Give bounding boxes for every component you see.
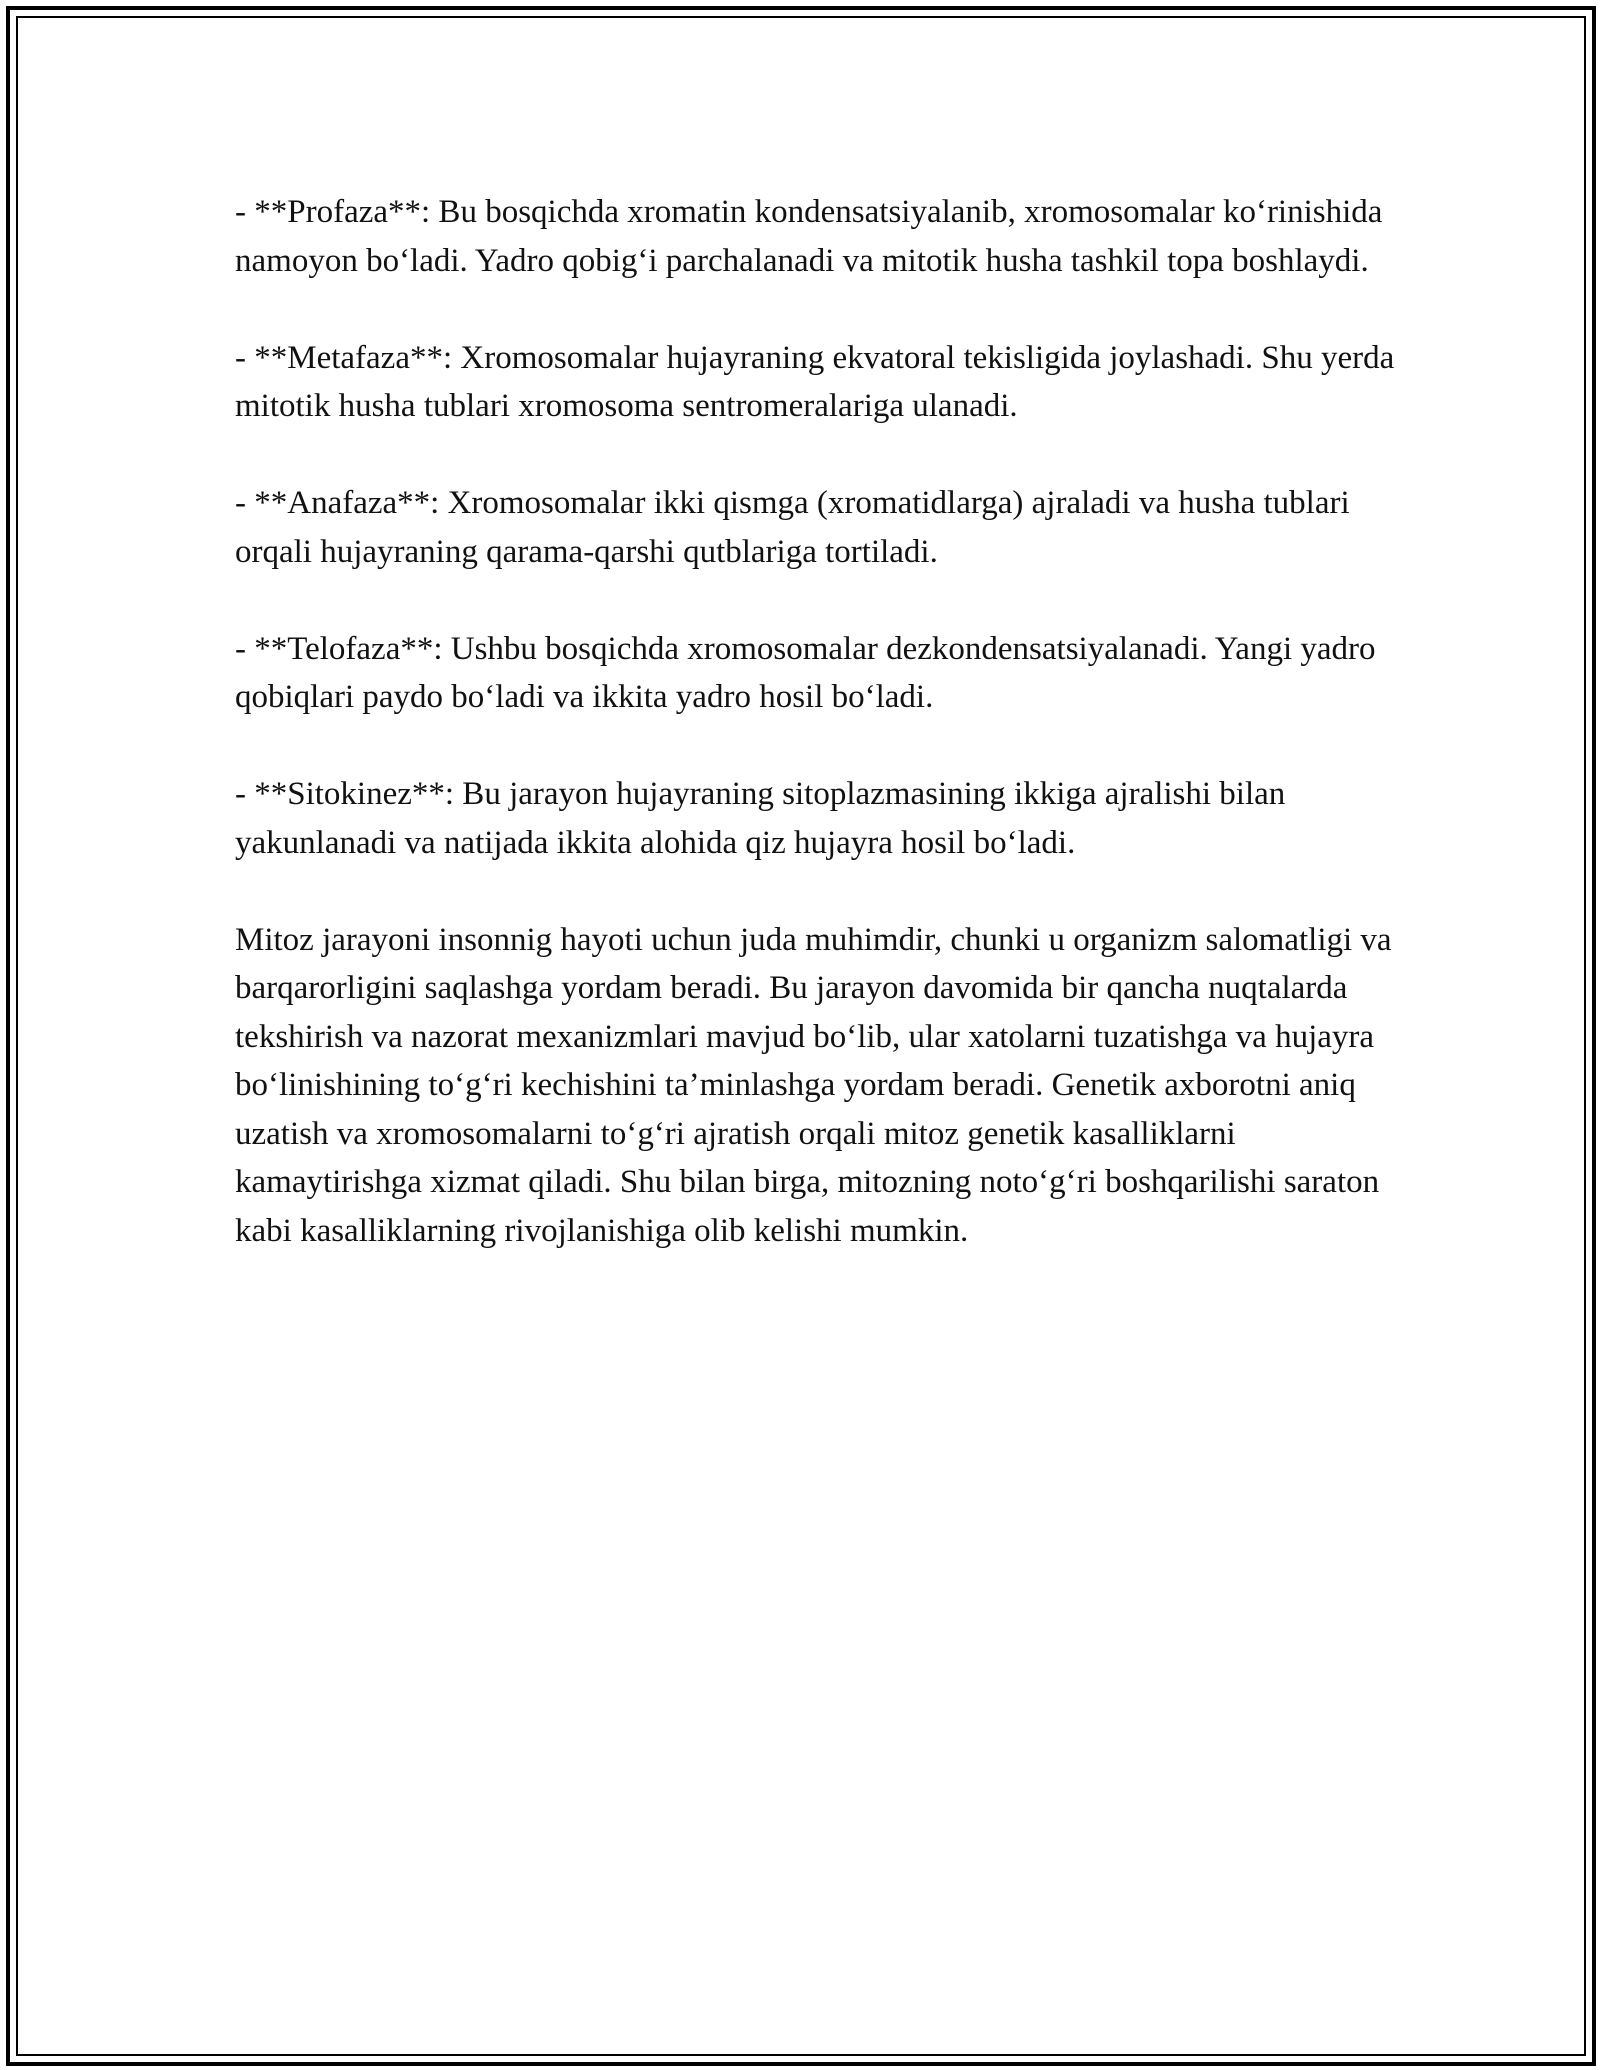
paragraph-profaza: - **Profaza**: Bu bosqichda xromatin kondensatsiyalanib, xromosomalar ko‘rinishida namoyon bo‘ladi. Yadro qobig‘i parchalanadi va mitotik husha tashkil topa boshlaydi. <box>235 194 1383 279</box>
paragraph-sitokinez: - **Sitokinez**: Bu jarayon hujayraning sitoplazmasining ikkiga ajralishi bilan yakunlanadi va natijada ikkita alohida qiz hujayra hosil bo‘ladi. <box>235 776 1286 861</box>
paragraph-telofaza: - **Telofaza**: Ushbu bosqichda xromosomalar dezkondensatsiyalanadi. Yangi yadro qobiqlari paydo bo‘ladi va ikkita yadro hosil bo‘ladi. <box>235 630 1376 715</box>
paragraph-anafaza: - **Anafaza**: Xromosomalar ikki qismga (xromatidlarga) ajraladi va husha tublari orqali hujayraning qarama-qarshi qutblariga tortiladi. <box>235 485 1350 570</box>
paragraph-conclusion: Mitoz jarayoni insonnig hayoti uchun juda muhimdir, chunki u organizm salomatligi va barqarorligini saqlashga yordam beradi. Bu jarayon davomida bir qancha nuqtalarda tekshirish va nazorat mexanizmlari mavjud bo‘lib, ular xatolarni tuzatishga va hujayra bo‘linishining to‘g‘ri kechishini ta’minlashga yordam beradi. Genetik axborotni aniq uzatish va xromosomalarni to‘g‘ri ajratish orqali mitoz genetik kasalliklarni kamaytirishga xizmat qiladi. Shu bilan birga, mitozning noto‘g‘ri boshqarilishi saraton kabi kasalliklarning rivojlanishiga olib kelishi mumkin. <box>235 921 1392 1249</box>
document-body <box>235 188 1395 1304</box>
paragraph-metafaza: - **Metafaza**: Xromosomalar hujayraning ekvatoral tekisligida joylashadi. Shu yerda mitotik husha tublari xromosoma sentromeralariga ulanadi. <box>235 339 1395 424</box>
